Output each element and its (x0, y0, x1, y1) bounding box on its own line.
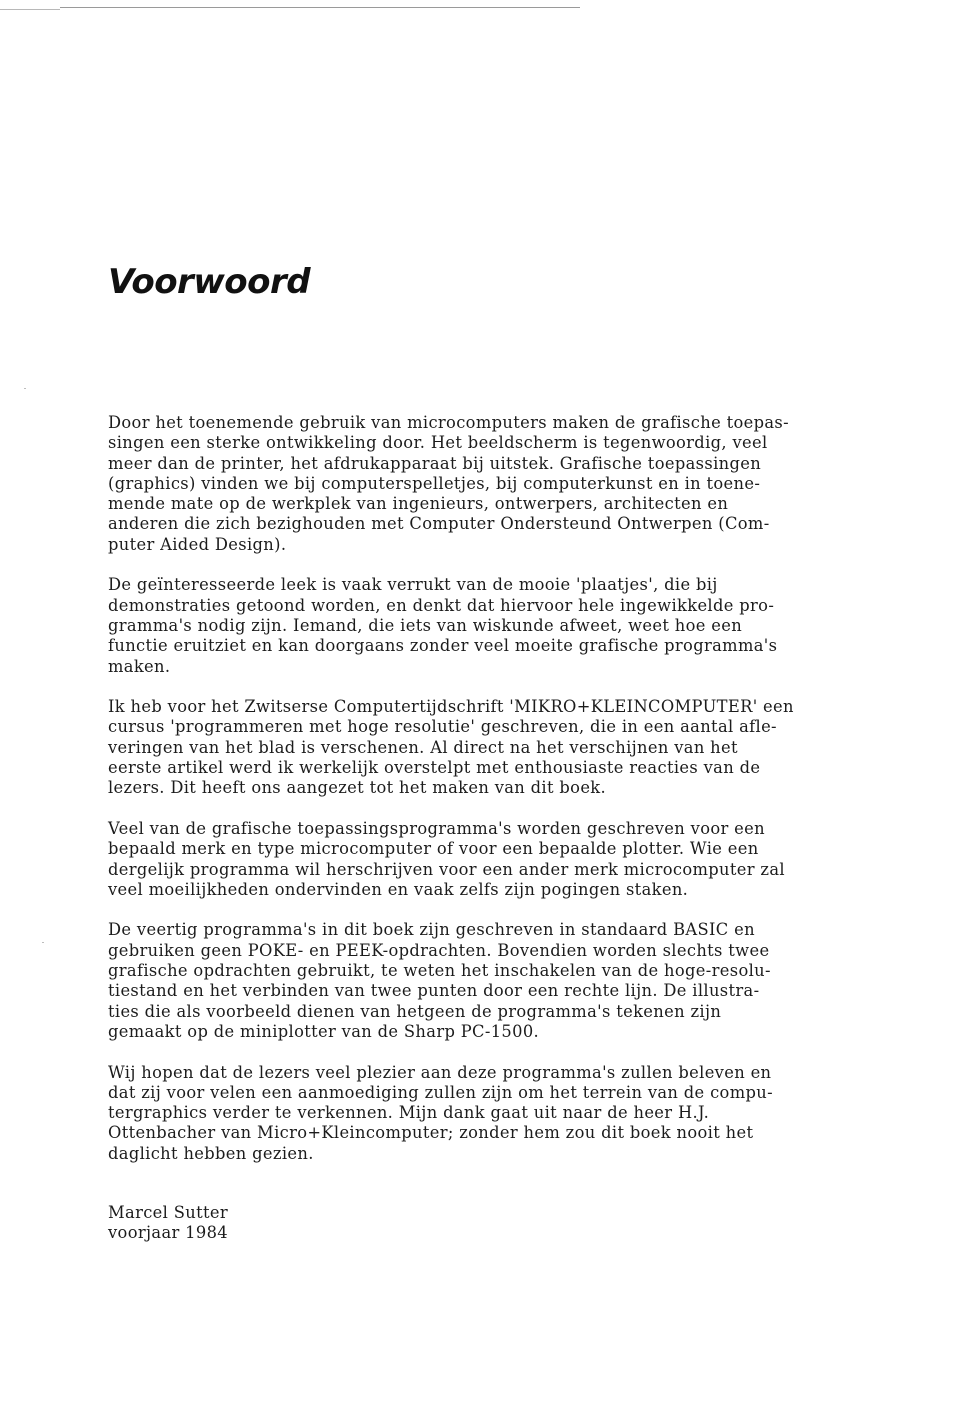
paragraph-3: Ik heb voor het Zwitserse Computertijdschrift 'MIKRO+KLEINCOMPUTER' een cursus 'programmeren met hoge resolutie' geschreven, die in een aantal afle- veringen van het blad is verschenen. Al direct na het verschijnen van het eerste artikel werd ik werkelijk overstelpt met enthousiaste reacties van de lezers. Dit heeft ons aangezet tot het maken van dit boek. (108, 697, 794, 798)
author-name: Marcel Sutter (108, 1203, 228, 1222)
signature-block (108, 1203, 228, 1244)
scan-artifact-line-left (0, 9, 60, 10)
page-title: Voorwoord (108, 262, 311, 302)
scan-artifact-line (60, 7, 580, 8)
scan-speck (42, 942, 44, 943)
paragraph-1: Door het toenemende gebruik van microcomputers maken de grafische toepas- singen een sterke ontwikkeling door. Het beeldscherm is tegenwoordig, veel meer dan de printer, het afdrukapparaat bij uitstek. Grafische toepassingen (graphics) vinden we bij computerspelletjes, bij computerkunst en in toene- mende mate op de werkplek van ingenieurs, ontwerpers, architecten en anderen die zich bezighouden met Computer Ondersteund Ontwerpen (Com- puter Aided Design). (108, 413, 789, 554)
paragraph-2: De geïnteresseerde leek is vaak verrukt van de mooie 'plaatjes', die bij demonstraties getoond worden, en denkt dat hiervoor hele ingewikkelde pro- gramma's nodig zijn. Iemand, die iets van wiskunde afweet, weet hoe een functie eruitziet en kan doorgaans zonder veel moeite grafische programma's maken. (108, 575, 778, 676)
paragraph-5: De veertig programma's in dit boek zijn geschreven in standaard BASIC en gebruiken geen POKE- en PEEK-opdrachten. Bovendien worden slechts twee grafische opdrachten gebruikt, te weten het inschakelen van de hoge-resolu- tiestand en het verbinden van twee punten door een rechte lijn. De illustra- ties die als voorbeeld dienen van hetgeen de programma's tekenen zijn gemaakt op de miniplotter van de Sharp PC-1500. (108, 920, 771, 1041)
paragraph-4: Veel van de grafische toepassingsprogramma's worden geschreven voor een bepaald merk en type microcomputer of voor een bepaalde plotter. Wie een dergelijk programma wil herschrijven voor een ander merk microcomputer zal veel moeilijkheden ondervinden en vaak zelfs zijn pogingen staken. (108, 818, 785, 899)
scan-speck (24, 388, 26, 389)
foreword-body (108, 413, 868, 1184)
paragraph-6: Wij hopen dat de lezers veel plezier aan deze programma's zullen beleven en dat zij voor velen een aanmoediging zullen zijn om het terrein van de compu- tergraphics verder te verkennen. Mijn dank gaat uit naar de heer H.J. Ottenbacher van Micro+Kleincomputer; zonder hem zou dit boek nooit het daglicht hebben gezien. (108, 1062, 773, 1163)
signature-date: voorjaar 1984 (108, 1223, 228, 1243)
